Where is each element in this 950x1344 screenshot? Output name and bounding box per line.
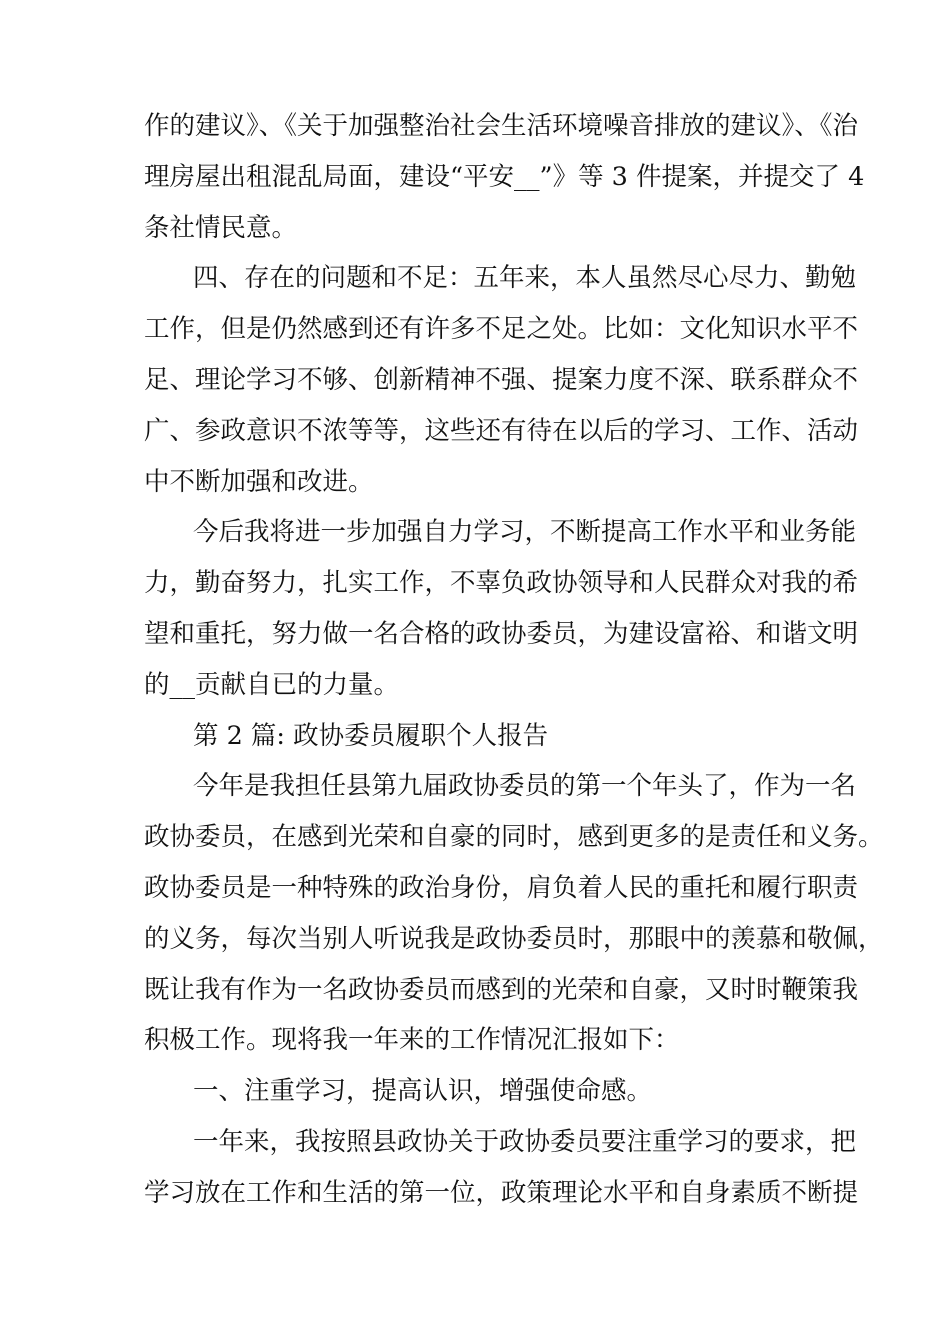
paragraph-line: 积极工作。现将我一年来的工作情况汇报如下： [144,1025,680,1056]
paragraph-line: 的义务，每次当别人听说我是政协委员时，那眼中的羡慕和敬佩， [144,923,884,954]
paragraph-line: 既让我有作为一名政协委员而感到的光荣和自豪，又时时鞭策我 [144,974,859,1005]
paragraph-line: 足、理论学习不够、创新精神不强、提案力度不深、联系群众不 [144,364,859,395]
paragraph-line: 政协委员，在感到光荣和自豪的同时，感到更多的是责任和义务。 [144,822,884,853]
paragraph-line: 理房屋出租混乱局面，建设“平安__”》等 3 件提案，并提交了 4 [144,161,865,192]
paragraph [144,101,865,253]
paragraph-line: 四、存在的问题和不足：五年来，本人虽然尽心尽力、勤勉 [193,263,857,294]
paragraph [144,711,812,762]
paragraph [144,1066,812,1117]
paragraph-line: 今年是我担任县第九届政协委员的第一个年头了，作为一名 [193,771,857,802]
paragraph-line: 的__贡献自已的力量。 [144,669,400,700]
paragraph [144,253,859,507]
paragraph-line: 中不断加强和改进。 [144,466,374,497]
paragraph-line: 广、参政意识不浓等等，这些还有待在以后的学习、工作、活动 [144,415,859,446]
paragraph-line: 政协委员是一种特殊的政治身份，肩负着人民的重托和履行职责 [144,872,859,903]
paragraph-line: 作的建议》、《关于加强整治社会生活环境噪音排放的建议》、《治 [144,111,859,141]
paragraph-line: 望和重托，努力做一名合格的政协委员，为建设富裕、和谐文明 [144,618,859,649]
paragraph-line: 一年来，我按照县政协关于政协委员要注重学习的要求，把 [193,1126,857,1157]
paragraph-line: 第 2 篇: 政协委员履职个人报告 [193,720,549,751]
document-body [144,101,884,1219]
paragraph-line: 条社情民意。 [144,212,298,243]
paragraph [144,761,884,1066]
paragraph-line: 学习放在工作和生活的第一位，政策理论水平和自身素质不断提 [144,1177,859,1208]
paragraph-line: 今后我将进一步加强自力学习，不断提高工作水平和业务能 [193,517,857,548]
paragraph [144,507,859,710]
paragraph-line: 工作，但是仍然感到还有许多不足之处。比如：文化知识水平不 [144,314,859,345]
paragraph [144,1117,859,1219]
paragraph-line: 力，勤奋努力，扎实工作，不辜负政协领导和人民群众对我的希 [144,568,859,599]
paragraph-line: 一、注重学习，提高认识，增强使命感。 [193,1076,653,1107]
